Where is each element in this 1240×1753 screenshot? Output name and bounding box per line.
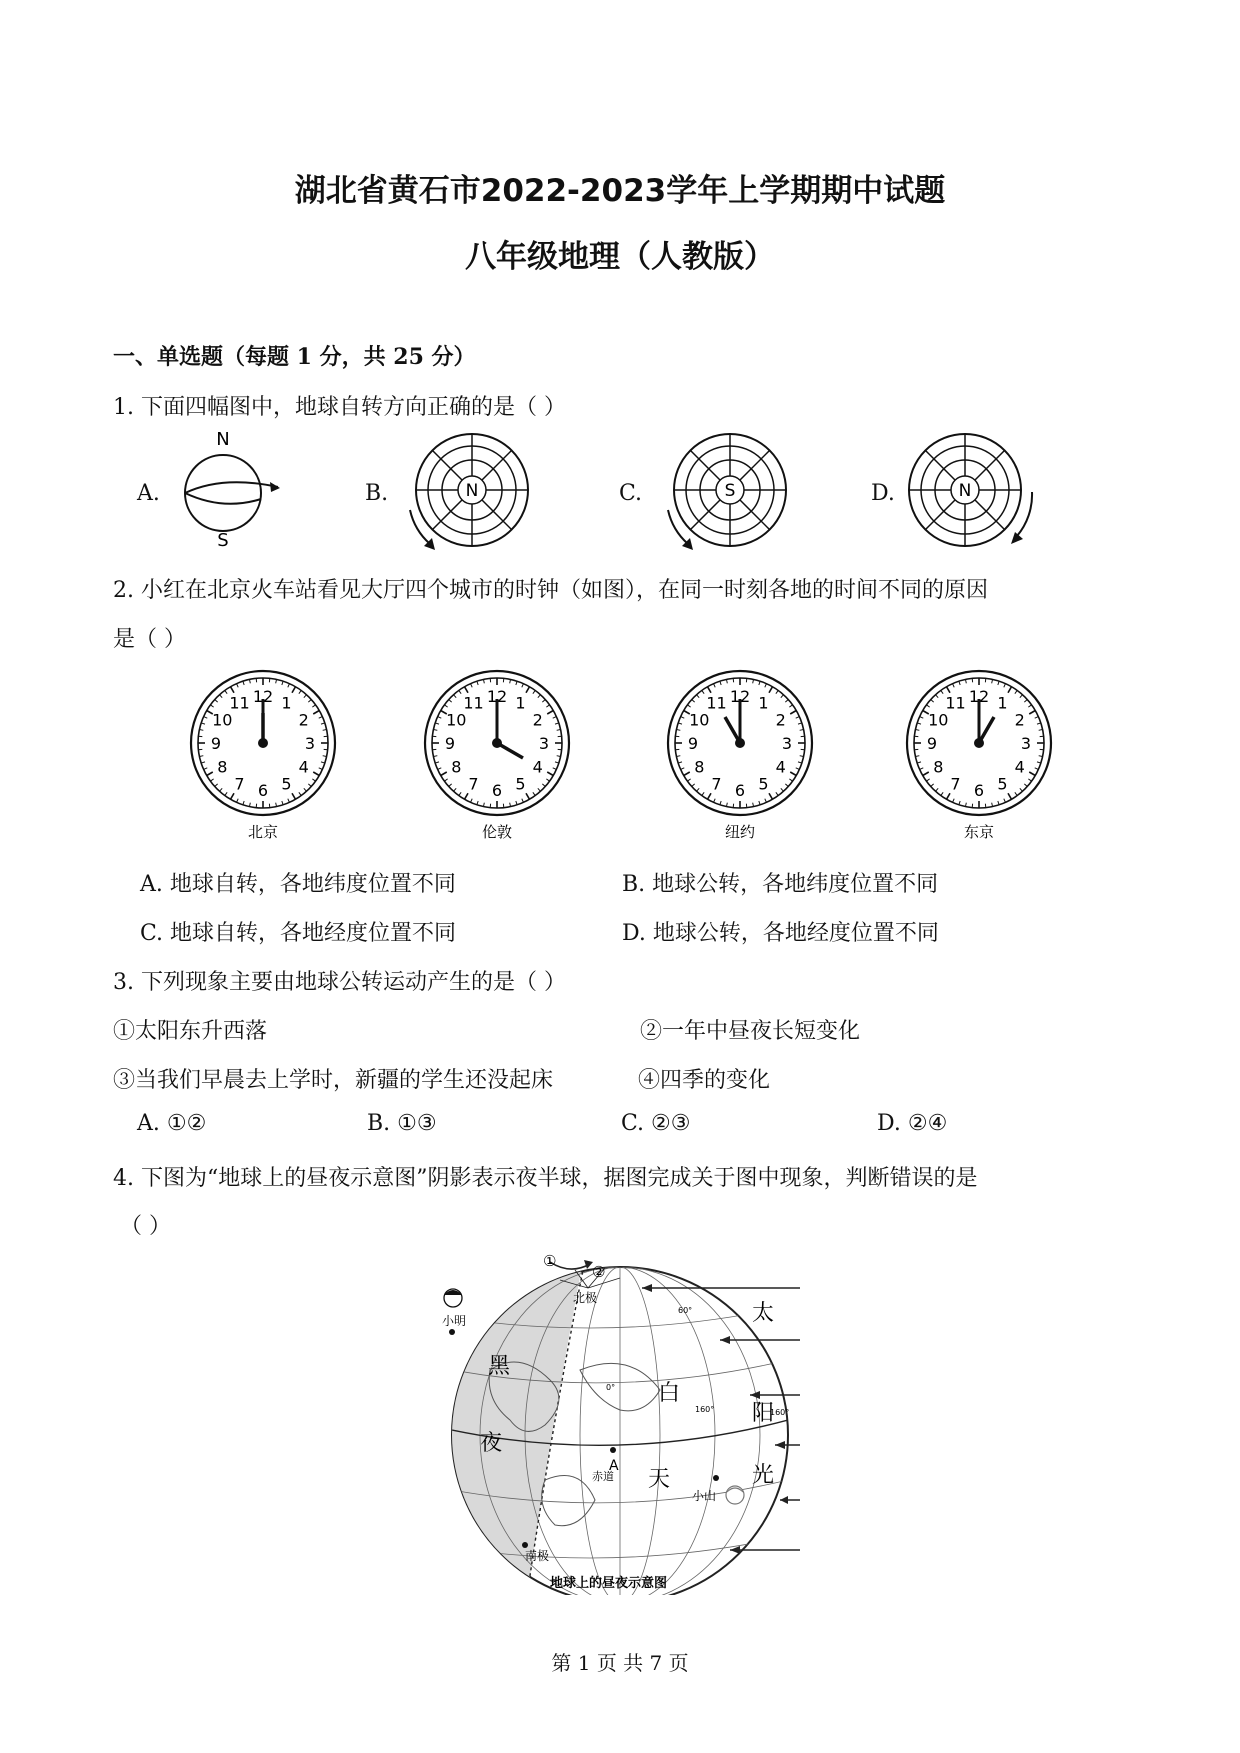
q1-a-south: S bbox=[217, 530, 229, 550]
day-char-2: 天 bbox=[648, 1467, 671, 1492]
clock-number: 7 bbox=[468, 774, 479, 794]
page-footer: 第 1 页 共 7 页 bbox=[551, 1651, 689, 1675]
q1-option-b-label: B. bbox=[365, 481, 389, 506]
clock-number: 1 bbox=[997, 693, 1008, 713]
clock-number: 6 bbox=[973, 781, 985, 800]
day-char-1: 白 bbox=[658, 1381, 681, 1406]
clock-number: 7 bbox=[950, 774, 961, 794]
question-2-stem-line1: 2. 小红在北京火车站看见大厅四个城市的时钟（如图），在同一时刻各地的时间不同的原因 bbox=[113, 578, 988, 603]
q3-item-3: ③当我们早晨去上学时，新疆的学生还没起床 bbox=[113, 1068, 554, 1093]
xiaoming-label: 小明 bbox=[442, 1314, 467, 1328]
q1-a-north: N bbox=[216, 429, 230, 450]
title-line-2: 八年级地理（人教版） bbox=[465, 239, 775, 275]
clock-4 bbox=[904, 665, 1054, 850]
q1-figure-d bbox=[905, 420, 1045, 560]
q1-option-c-label: C. bbox=[619, 481, 643, 506]
q2-option-c: C. 地球自转，各地经度位置不同 bbox=[140, 921, 457, 946]
clock-number: 3 bbox=[538, 734, 550, 753]
clock-number: 10 bbox=[446, 710, 467, 730]
q3-item-1: ①太阳东升西落 bbox=[113, 1019, 268, 1044]
night-char-2: 夜 bbox=[480, 1431, 503, 1456]
clock-number: 9 bbox=[926, 734, 938, 753]
clock-number: 11 bbox=[463, 693, 484, 713]
clock-city-label: 纽约 bbox=[724, 823, 756, 841]
point-a-marker bbox=[610, 1447, 616, 1453]
clock-number: 3 bbox=[781, 734, 793, 753]
deg-label: 0° bbox=[606, 1383, 616, 1392]
q3-option-d: D. ②④ bbox=[877, 1111, 948, 1136]
question-3-stem: 3. 下列现象主要由地球公转运动产生的是（ ） bbox=[113, 970, 566, 995]
south-pole-label: 南极 bbox=[525, 1549, 550, 1563]
clock-number: 3 bbox=[1020, 734, 1032, 753]
clock-number: 2 bbox=[775, 710, 786, 730]
clock-number: 12 bbox=[486, 687, 508, 706]
clock-number: 1 bbox=[281, 693, 292, 713]
clock-number: 4 bbox=[298, 757, 309, 777]
clock-number: 5 bbox=[997, 774, 1008, 794]
clock-number: 9 bbox=[444, 734, 456, 753]
clock-number: 12 bbox=[968, 687, 990, 706]
q1-c-pole: S bbox=[724, 481, 736, 501]
q3-item-4: ④四季的变化 bbox=[638, 1068, 771, 1093]
xiaoshan-label: 小山 bbox=[692, 1489, 717, 1503]
clock-3 bbox=[665, 665, 815, 850]
clock-number: 6 bbox=[734, 781, 746, 800]
clock-city-label: 东京 bbox=[963, 823, 995, 841]
clock-number: 1 bbox=[758, 693, 769, 713]
clock-number: 6 bbox=[257, 781, 269, 800]
clock-number: 11 bbox=[945, 693, 966, 713]
q1-d-pole: N bbox=[958, 481, 972, 501]
deg-label: 60° bbox=[678, 1306, 693, 1315]
clock-number: 4 bbox=[1014, 757, 1025, 777]
q2-option-b: B. 地球公转，各地纬度位置不同 bbox=[622, 872, 939, 897]
q1-figure-c bbox=[660, 420, 800, 560]
q1-b-pole: N bbox=[465, 481, 479, 501]
clock-city-label: 北京 bbox=[247, 823, 279, 841]
question-1-stem: 1. 下面四幅图中，地球自转方向正确的是（ ） bbox=[113, 395, 566, 420]
q1-option-a-label: A. bbox=[137, 481, 160, 506]
arrow-label-1: ① bbox=[543, 1252, 557, 1270]
figure-caption: 地球上的昼夜示意图 bbox=[550, 1576, 668, 1591]
q2-option-d: D. 地球公转，各地经度位置不同 bbox=[622, 921, 939, 946]
north-pole-label: 北极 bbox=[573, 1291, 598, 1305]
night-char-1: 黑 bbox=[488, 1354, 511, 1379]
xiaoshan-icon bbox=[726, 1486, 744, 1504]
sun-char-2: 阳 bbox=[752, 1401, 775, 1426]
clock-number: 5 bbox=[758, 774, 769, 794]
clock-number: 8 bbox=[451, 757, 462, 777]
clock-number: 2 bbox=[532, 710, 543, 730]
title-line-1: 湖北省黄石市2022-2023学年上学期期中试题 bbox=[294, 173, 946, 209]
clock-number: 12 bbox=[252, 687, 274, 706]
question-4-stem-line1: 4. 下图为“地球上的昼夜示意图”阴影表示夜半球，据图完成关于图中现象，判断错误的是 bbox=[113, 1166, 978, 1191]
clock-number: 2 bbox=[1014, 710, 1025, 730]
xiaoming-icon bbox=[444, 1289, 462, 1307]
q3-option-c: C. ②③ bbox=[621, 1111, 691, 1136]
clock-city-label: 伦敦 bbox=[481, 823, 513, 841]
clock-number: 3 bbox=[304, 734, 316, 753]
clock-number: 10 bbox=[212, 710, 233, 730]
q3-item-2: ②一年中昼夜长短变化 bbox=[640, 1019, 861, 1044]
clock-number: 1 bbox=[515, 693, 526, 713]
section-heading: 一、单选题（每题 1 分，共 25 分） bbox=[113, 344, 476, 370]
q3-option-a: A. ①② bbox=[137, 1111, 207, 1136]
clock-number: 8 bbox=[933, 757, 944, 777]
clock-number: 12 bbox=[729, 687, 751, 706]
q1-figure-a bbox=[160, 425, 290, 550]
day-night-diagram bbox=[430, 1250, 810, 1595]
clock-number: 7 bbox=[234, 774, 245, 794]
clock-number: 8 bbox=[694, 757, 705, 777]
clock-number: 11 bbox=[706, 693, 727, 713]
clock-number: 5 bbox=[281, 774, 292, 794]
clock-number: 9 bbox=[210, 734, 222, 753]
question-2-stem-line2: 是（ ） bbox=[113, 627, 186, 652]
clock-1 bbox=[188, 665, 338, 850]
clock-number: 8 bbox=[217, 757, 228, 777]
deg-label: 160° bbox=[770, 1408, 790, 1417]
q1-figure-b bbox=[402, 420, 542, 560]
clock-number: 10 bbox=[928, 710, 949, 730]
clock-number: 2 bbox=[298, 710, 309, 730]
clock-number: 11 bbox=[229, 693, 250, 713]
clock-number: 7 bbox=[711, 774, 722, 794]
question-4-stem-line2: （ ） bbox=[120, 1214, 171, 1239]
q1-option-d-label: D. bbox=[871, 481, 895, 506]
clock-number: 5 bbox=[515, 774, 526, 794]
clock-number: 9 bbox=[687, 734, 699, 753]
q2-option-a: A. 地球自转，各地纬度位置不同 bbox=[140, 872, 456, 897]
equator-label: 赤道 bbox=[592, 1470, 614, 1483]
arrow-label-2: ② bbox=[592, 1263, 606, 1281]
q3-option-b: B. ①③ bbox=[367, 1111, 437, 1136]
point-a-label: A bbox=[609, 1458, 619, 1474]
sun-char-3: 光 bbox=[752, 1463, 775, 1488]
clock-number: 6 bbox=[491, 781, 503, 800]
clock-2 bbox=[422, 665, 572, 850]
clock-number: 4 bbox=[532, 757, 543, 777]
sun-char-1: 太 bbox=[752, 1301, 775, 1326]
clock-number: 4 bbox=[775, 757, 786, 777]
clock-number: 10 bbox=[689, 710, 710, 730]
deg-label: 160° bbox=[695, 1405, 715, 1414]
